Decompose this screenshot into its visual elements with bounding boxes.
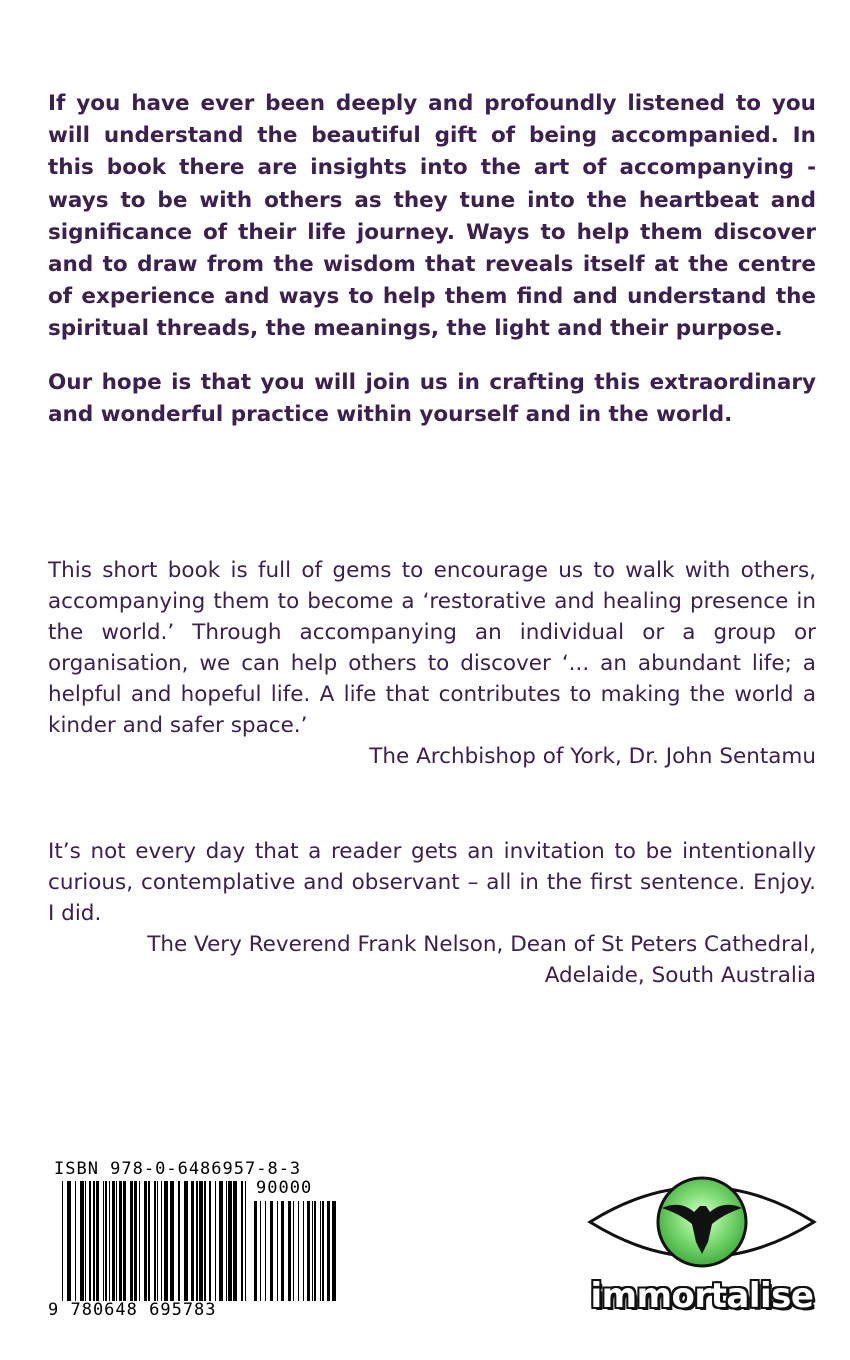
barcode-bar [298, 1201, 299, 1301]
endorsement-1 [48, 555, 816, 772]
barcode-bar [93, 1181, 95, 1301]
barcode-bar [67, 1181, 71, 1301]
barcode-bar [157, 1181, 158, 1301]
barcode-bar [103, 1181, 104, 1301]
barcode-bar [119, 1181, 122, 1301]
barcode-bar [241, 1181, 243, 1301]
barcode-bar [184, 1181, 188, 1301]
barcode-bar [130, 1181, 133, 1301]
barcode-bar [307, 1201, 310, 1301]
barcode-addon-bars [254, 1201, 338, 1301]
barcode-bar [109, 1181, 110, 1301]
barcode-bar [288, 1201, 291, 1301]
blurb-paragraph-2: Our hope is that you will join us in crafting this extraordinary and wonderful practice within yourself and in the world. [48, 370, 816, 428]
barcode-bar [233, 1181, 237, 1301]
barcode-bar [226, 1181, 227, 1301]
barcode-bar [322, 1201, 324, 1301]
barcode-bar [219, 1181, 223, 1301]
blurb-paragraph-1: If you have ever been deeply and profoundly listened to you will understand the beautiful gift of being accompanied. In this book there are insights into the art of accompanying - ways to be with others as they tune into the heartbeat and significance of their life journey. Ways to help them discover and to draw from the wisdom that reveals itself at the centre of experience and ways to help them find and understand the spiritual threads, the meanings, the light and their purpose. [48, 91, 816, 342]
barcode-bar [112, 1181, 115, 1301]
barcode-bar [62, 1181, 63, 1301]
barcode-bar [123, 1181, 126, 1301]
endorsement-2-attribution-line-1: The Very Reverend Frank Nelson, Dean of St Peters Cathedral, [147, 932, 816, 957]
barcode-bar [270, 1201, 273, 1301]
barcode-bar [215, 1181, 216, 1301]
barcode-bar [134, 1181, 137, 1301]
barcode-bar [260, 1201, 261, 1301]
barcode-bar [191, 1181, 194, 1301]
endorsement-1-text: This short book is full of gems to encourage us to walk with others, accompanying them to become a ‘restorative and healing presence in the world.’ Through accompanying an individual or a group or organisation, we can help others to discover ‘... an abundant life; a helpful and hopeful life. A life that contributes to making the world a kinder and safer space.’ [48, 558, 816, 738]
barcode-bar [199, 1181, 203, 1301]
barcode-bar [75, 1181, 76, 1301]
barcode-bar [144, 1181, 147, 1301]
barcode-ean-digits: 9 780648 695783 [48, 1300, 217, 1320]
barcode-addon-digits: 90000 [256, 1178, 313, 1198]
publisher-logo [584, 1170, 820, 1322]
barcode-bar [265, 1201, 266, 1301]
isbn-label: ISBN 978-0-6486957-8-3 [54, 1159, 302, 1179]
barcode-bar [85, 1181, 86, 1301]
isbn-barcode [48, 1155, 338, 1325]
barcode-bar [254, 1201, 257, 1301]
barcode-bar [204, 1181, 206, 1301]
endorsement-2-text: It’s not every day that a reader gets an invitation to be intentionally curious, contemplative and observant – all in the first sentence. Enjoy. I did. [48, 839, 816, 926]
barcode-bar [105, 1181, 107, 1301]
barcode-bar [293, 1201, 294, 1301]
barcode-bar [154, 1181, 156, 1301]
barcode-bar [80, 1181, 84, 1301]
barcode-bar [209, 1181, 211, 1301]
barcode-bar [170, 1181, 174, 1301]
barcode-bar [89, 1181, 91, 1301]
barcode-bar [303, 1201, 304, 1301]
publisher-wordmark: immortalise [590, 1276, 814, 1316]
eye-icon [584, 1170, 820, 1280]
barcode-bar [245, 1181, 246, 1301]
barcode-bar [196, 1181, 198, 1301]
barcode-bar [312, 1201, 313, 1301]
barcode-bar [277, 1201, 278, 1301]
barcode-bar [116, 1181, 117, 1301]
barcode-bar [327, 1201, 330, 1301]
endorsement-2-attribution-line-2: Adelaide, South Australia [544, 963, 816, 988]
barcode-bar [148, 1181, 150, 1301]
barcode-bar [332, 1201, 336, 1301]
barcode-bar [178, 1181, 180, 1301]
barcode-bar [161, 1181, 162, 1301]
barcode-bar [228, 1181, 232, 1301]
endorsement-2 [48, 836, 816, 991]
barcode-bar [281, 1201, 284, 1301]
barcode-bar [314, 1201, 316, 1301]
endorsement-1-attribution: The Archbishop of York, Dr. John Sentamu [369, 744, 816, 769]
barcode-bar [139, 1181, 140, 1301]
barcode-bar [320, 1201, 321, 1301]
barcode-bars [62, 1181, 246, 1301]
barcode-bar [96, 1181, 99, 1301]
barcode-bar [164, 1181, 168, 1301]
